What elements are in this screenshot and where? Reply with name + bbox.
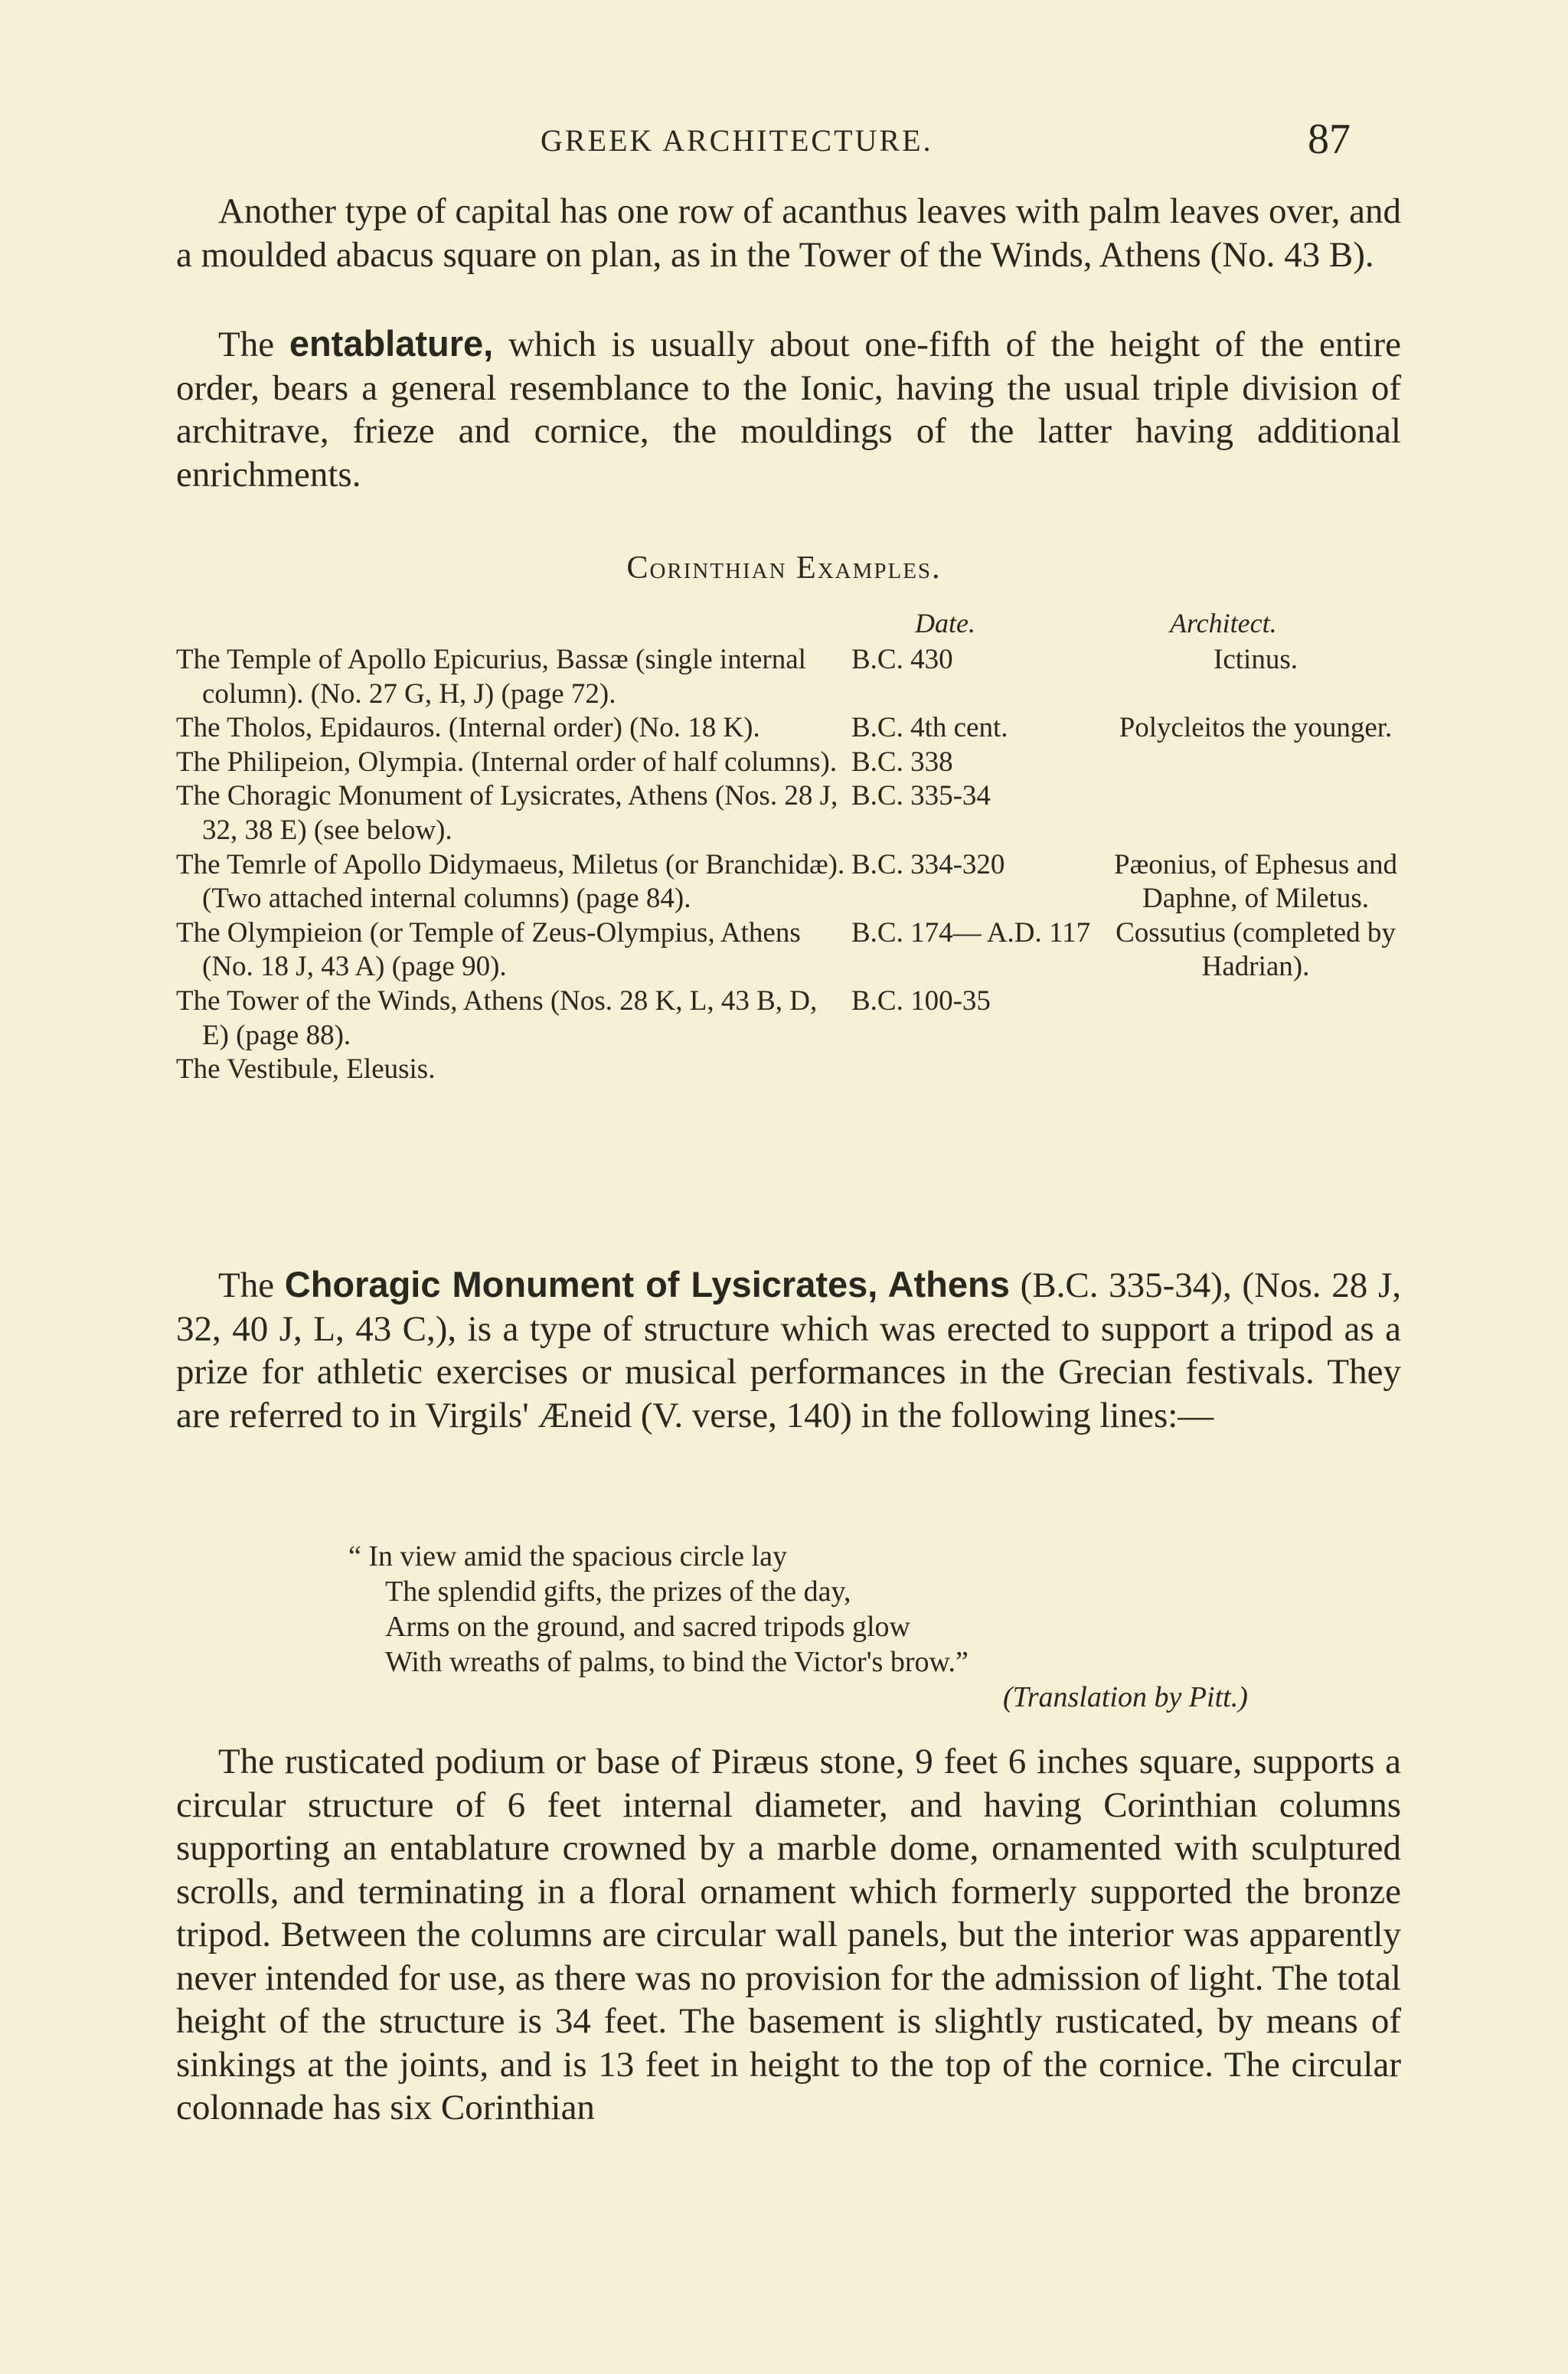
paragraph-capital — [176, 190, 1401, 276]
example-row — [176, 985, 1416, 1053]
example-name: The Olympieion (or Temple of Zeus-Olympius, Athens (No. 18 J, 43 A) (page 90). — [176, 916, 801, 983]
example-date: B.C. 174— A.D. 117 — [851, 916, 1091, 949]
example-date: B.C. 338 — [851, 746, 953, 778]
paragraph-entablature — [176, 322, 1401, 496]
example-row — [176, 848, 1416, 916]
verse-attribution: (Translation by Pitt.) — [1003, 1681, 1248, 1713]
verse-line: The splendid gifts, the prizes of the day, — [385, 1576, 851, 1608]
paragraph-choragic-lead: The — [218, 1265, 285, 1305]
example-row — [176, 916, 1416, 985]
example-date: B.C. 100-35 — [851, 985, 991, 1017]
example-row — [176, 643, 1416, 711]
example-date: B.C. 334-320 — [851, 848, 1005, 880]
verse-quotation — [348, 1539, 969, 1680]
paragraph-capital-text: Another type of capital has one row of acanthus leaves with palm leaves over, and a moulded abacus square on plan, as in the Tower of the Winds, Athens (No. 43 B). — [176, 191, 1401, 275]
example-architect: Polycleitos the younger. — [1119, 712, 1393, 744]
example-name: The Temple of Apollo Epicurius, Bassæ (single internal column). (No. 27 G, H, J) (page 72). — [176, 644, 806, 710]
paragraph-podium — [176, 1740, 1401, 2130]
example-date: B.C. 430 — [851, 644, 953, 675]
page-header — [0, 115, 1568, 168]
example-name: The Tholos, Epidauros. (Internal order) (No. 18 K). — [176, 712, 760, 744]
running-title: GREEK ARCHITECTURE. — [541, 123, 933, 158]
paragraph-entablature-lead: The — [218, 325, 289, 364]
verse-line: “ In view amid the spacious circle lay — [348, 1540, 787, 1572]
example-architect: Pæonius, of Ephesus and Daphne, of Miletus. — [1114, 848, 1397, 915]
example-date: B.C. 335-34 — [851, 780, 991, 812]
example-row — [176, 746, 1416, 780]
verse-line: With wreaths of palms, to bind the Victor's brow.” — [385, 1646, 969, 1678]
term-entablature: entablature, — [289, 323, 494, 364]
page-number: 87 — [1308, 116, 1351, 163]
paragraph-podium-text: The rusticated podium or base of Piræus stone, 9 feet 6 inches square, supports a circular structure of 6 feet internal diameter, and having Corinthian columns supporting an entablature crowned by a marble dome, ornamented with sculptured scrolls, and terminating in a floral ornament which formerly supported the bronze tripod. Between the columns are circular wall panels, but the interior was apparently never intended for use, as there was no provision for the admission of light. The total height of the structure is 34 feet. The basement is slightly rusticated, by means of sinkings at the joints, and is 13 feet in height to the top of the cornice. The circular colonnade has six Corinthian — [176, 1742, 1401, 2127]
example-name: The Vestibule, Eleusis. — [176, 1053, 436, 1086]
column-header-architect: Architect. — [1170, 608, 1277, 638]
paragraph-choragic-rest: (B.C. 335-34), (Nos. 28 J, 32, 40 J, L, 43 C,), is a type of structure which was erected to support a tripod as a prize for athletic exercises or musical performances in the Grecian festivals. They are referred to in Virgils' Æneid (V. verse, 140) in the following lines:— — [176, 1265, 1402, 1435]
example-row — [176, 1053, 1416, 1087]
example-date: B.C. 4th cent. — [851, 712, 1008, 744]
example-name: The Tower of the Winds, Athens (Nos. 28 K, L, 43 B, D, E) (page 88). — [176, 985, 818, 1051]
example-architect: Cossutius (completed by Hadrian). — [1116, 916, 1396, 983]
examples-list — [176, 643, 1416, 1087]
column-header-date: Date. — [915, 608, 975, 638]
verse-line: Arms on the ground, and sacred tripods glow — [385, 1611, 910, 1643]
paragraph-choragic-monument — [176, 1263, 1401, 1437]
example-architect: Ictinus. — [1214, 644, 1298, 675]
term-choragic-monument: Choragic Monument of Lysicrates, Athens — [284, 1264, 1010, 1305]
section-title-corinthian-examples: Corinthian Examples. — [626, 550, 942, 586]
paragraph-entablature-rest: which is usually about one-fifth of the height of the entire order, bears a general resemblance to the Ionic, having the usual triple division of architrave, frieze and cornice, the mouldings of the latter having additional enrichments. — [176, 325, 1401, 495]
example-row — [176, 711, 1416, 746]
example-row — [176, 779, 1416, 847]
example-name: The Choragic Monument of Lysicrates, Athens (Nos. 28 J, 32, 38 E) (see below). — [176, 780, 838, 846]
example-name: The Philipeion, Olympia. (Internal order of half columns). — [176, 746, 838, 778]
example-name: The Temrle of Apollo Didymaeus, Miletus (or Branchidæ). (Two attached internal columns) (page 84). — [176, 848, 845, 915]
